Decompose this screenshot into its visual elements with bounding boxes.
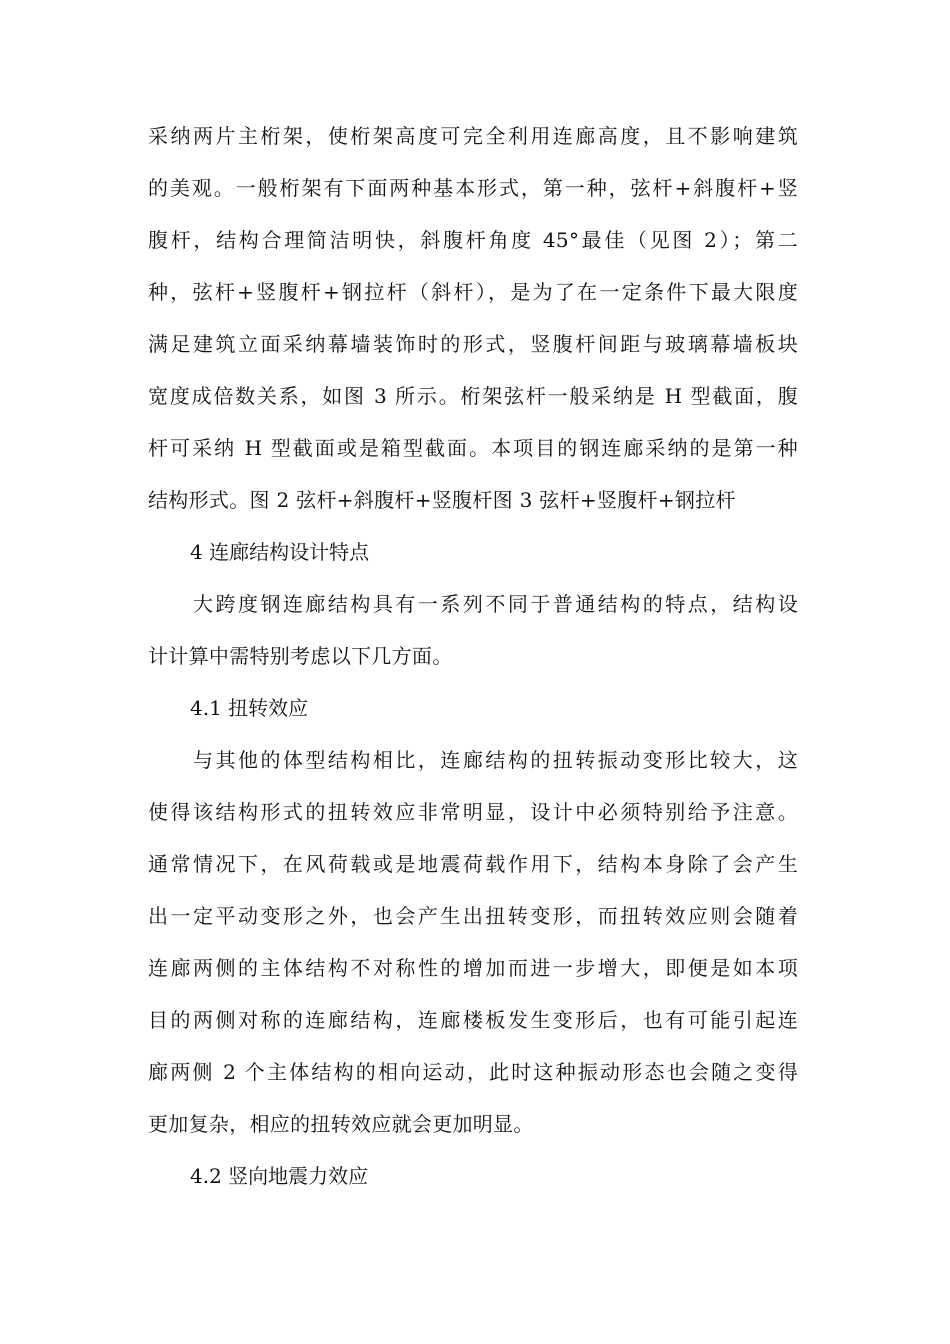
text-line: 计计算中需特别考虑以下几方面。: [148, 644, 453, 668]
text-line: 大跨度钢连廊结构具有一系列不同于普通结构的特点，结构设: [148, 592, 798, 616]
text-line: 杆可采纳 H 型截面或是箱型截面。本项目的钢连廊采纳的是第一种: [148, 436, 798, 460]
text-line: 的美观。一般桁架有下面两种基本形式，第一种，弦杆+斜腹杆+竖: [148, 176, 798, 200]
section-heading-4: 4 连廊结构设计特点: [190, 540, 370, 564]
text-line: 连廊两侧的主体结构不对称性的增加而进一步增大，即便是如本项: [148, 956, 798, 980]
text-line: 更加复杂，相应的扭转效应就会更加明显。: [148, 1112, 534, 1136]
text-line: 满足建筑立面采纳幕墙装饰时的形式，竖腹杆间距与玻璃幕墙板块: [148, 332, 798, 356]
text-line: 廊两侧 2 个主体结构的相向运动，此时这种振动形态也会随之变得: [148, 1060, 798, 1084]
text-line: 结构形式。图 2 弦杆+斜腹杆+竖腹杆图 3 弦杆+竖腹杆+钢拉杆: [148, 488, 736, 512]
section-heading-4-1: 4.1 扭转效应: [190, 696, 309, 720]
section-heading-4-2: 4.2 竖向地震力效应: [190, 1164, 369, 1188]
text-line: 与其他的体型结构相比，连廊结构的扭转振动变形比较大，这: [148, 748, 798, 772]
text-line: 腹杆，结构合理简洁明快，斜腹杆角度 45°最佳（见图 2）；第二: [148, 228, 798, 252]
paragraph-section-4-intro: [148, 578, 798, 682]
paragraph-torsion-effect: [148, 734, 798, 1150]
paragraph-truss-forms: [148, 110, 798, 526]
text-line: 宽度成倍数关系，如图 3 所示。桁架弦杆一般采纳是 H 型截面，腹: [148, 384, 798, 408]
text-line: 种，弦杆+竖腹杆+钢拉杆（斜杆），是为了在一定条件下最大限度: [148, 280, 798, 304]
text-line: 通常情况下，在风荷载或是地震荷载作用下，结构本身除了会产生: [148, 852, 798, 876]
text-line: 出一定平动变形之外，也会产生出扭转变形，而扭转效应则会随着: [148, 904, 798, 928]
text-line: 采纳两片主桁架，使桁架高度可完全利用连廊高度，且不影响建筑: [148, 124, 798, 148]
text-line: 使得该结构形式的扭转效应非常明显，设计中必须特别给予注意。: [148, 800, 798, 824]
text-line: 目的两侧对称的连廊结构，连廊楼板发生变形后，也有可能引起连: [148, 1008, 798, 1032]
